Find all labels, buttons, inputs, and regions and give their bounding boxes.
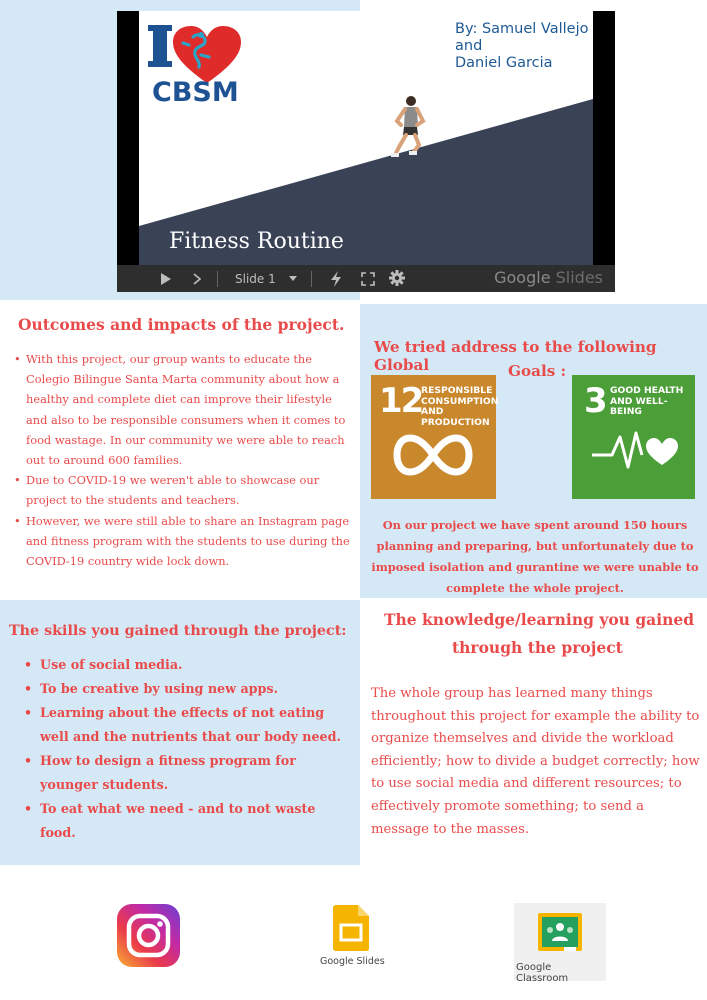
- gear-icon[interactable]: [389, 270, 405, 286]
- list-item: • Use of social media.: [22, 653, 352, 677]
- goals-heading-line2: Goals :: [508, 362, 567, 380]
- heart-lizard-logo-icon: [171, 25, 243, 85]
- slide-title: Fitness Routine: [169, 229, 344, 254]
- google-classroom-tile: [514, 903, 606, 984]
- list-item: • To eat what we need - and to not waste food.: [22, 797, 352, 845]
- instagram-icon: [117, 904, 180, 967]
- knowledge-heading-line2: through the project: [452, 638, 623, 657]
- list-item: • With this project, our group wants to educate the Colegio Bilingue Santa Marta community about how a healthy and complete diet can improve their lifestyle and also to be responsible consumers when it comes to food wastage. In our community we were able to reach out to around 600 families.: [14, 349, 354, 470]
- slide-number-select[interactable]: Slide 1: [235, 272, 276, 286]
- slide-authors: By: Samuel Vallejo and Daniel Garcia: [455, 21, 589, 71]
- list-item: • Due to COVID-19 we weren't able to showcase our project to the students and teachers.: [14, 470, 354, 510]
- google-slides-icon: [333, 905, 369, 951]
- brand-google-text: Google: [494, 268, 551, 287]
- next-icon[interactable]: [193, 273, 201, 285]
- runner-figure-icon: [391, 95, 427, 161]
- outcomes-heading: Outcomes and impacts of the project.: [18, 315, 345, 334]
- sdg-12-label: RESPONSIBLE CONSUMPTION AND PRODUCTION: [421, 385, 499, 428]
- play-icon[interactable]: [161, 273, 171, 285]
- sdg-3-card: [572, 375, 695, 499]
- list-item: • However, we were still able to share an Instagram page and fitness program with the students to use during the COVID-19 country wide lock down.: [14, 511, 354, 572]
- laser-pointer-icon[interactable]: [329, 271, 343, 287]
- knowledge-heading-line1: The knowledge/learning you gained: [384, 610, 695, 629]
- toolbar-divider: [311, 271, 312, 287]
- skills-list: [22, 653, 352, 845]
- google-classroom-label: Google Classroom: [516, 962, 569, 984]
- skills-heading: The skills you gained through the project:: [9, 623, 347, 639]
- sdg-3-label: GOOD HEALTH AND WELL-BEING: [610, 385, 684, 417]
- chevron-down-icon[interactable]: [289, 276, 297, 281]
- slide-canvas: [139, 11, 593, 277]
- outcomes-list: [14, 349, 354, 571]
- logo-cbsm-text: CBSM: [152, 77, 239, 108]
- slide-embed[interactable]: [117, 11, 615, 292]
- sdg-12-card: [371, 375, 499, 499]
- google-slides-brand[interactable]: [494, 268, 603, 287]
- infinity-icon: [393, 433, 473, 477]
- knowledge-body: The whole group has learned many things throughout this project for example the ability to organize themselves and divide the workload efficiently; how to divide a budget correctly; how to use social media and different resources; to effectively promote something; to send a message to the masses.: [371, 686, 700, 837]
- list-item: • Learning about the effects of not eating well and the nutrients that our body need.: [22, 701, 352, 749]
- goals-note: On our project we have spent around 150 hours planning and preparing, but unfortunately due to imposed isolation and gurantine we were unable to complete the whole project.: [371, 518, 699, 595]
- slide-toolbar: [117, 265, 615, 292]
- list-item: • To be creative by using new apps.: [22, 677, 352, 701]
- logo-letter-i: [153, 25, 167, 67]
- goals-heading-line1: We tried address to the following Global: [374, 338, 657, 374]
- heartbeat-icon: [590, 427, 680, 473]
- google-classroom-icon: [536, 909, 584, 957]
- brand-slides-text: Slides: [550, 268, 603, 287]
- fullscreen-icon[interactable]: [361, 272, 375, 286]
- sdg-3-number: 3: [584, 381, 606, 421]
- google-slides-label: Google Slides: [320, 956, 385, 967]
- list-item: • How to design a fitness program for younger students.: [22, 749, 352, 797]
- sdg-12-number: 12: [379, 381, 423, 421]
- toolbar-divider: [217, 271, 218, 287]
